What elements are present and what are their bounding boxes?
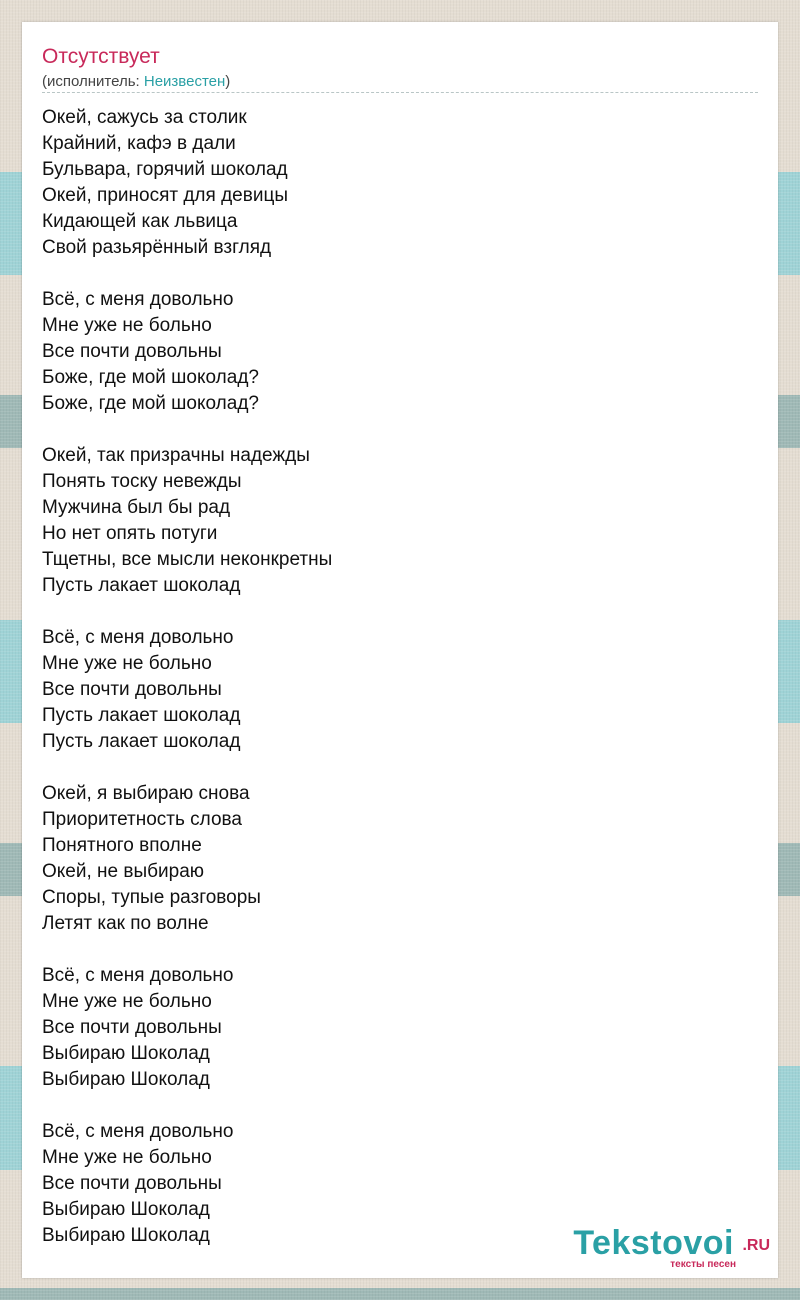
stanza-gap (42, 1093, 332, 1119)
lyric-line: Пусть лакает шоколад (42, 575, 241, 596)
logo-tagline: тексты песен (670, 1259, 736, 1270)
lyric-line: Мне уже не больно (42, 315, 212, 336)
stanza-gap (42, 261, 332, 287)
stanza-gap (42, 937, 332, 963)
lyric-line: Боже, где мой шоколад? (42, 367, 259, 388)
artist-prefix: (исполнитель: (42, 73, 144, 90)
lyric-line: Всё, с меня довольно (42, 1121, 234, 1142)
lyric-line: Выбираю Шоколад (42, 1225, 210, 1246)
lyric-line: Свой разьярённый взгляд (42, 237, 272, 258)
lyric-line: Мне уже не больно (42, 991, 212, 1012)
artist-name-link[interactable]: Неизвестен (143, 73, 226, 90)
lyric-line: Летят как по волне (42, 913, 209, 934)
site-logo[interactable] (560, 1224, 770, 1270)
lyric-line: Мне уже не больно (42, 1147, 212, 1168)
lyric-line: Всё, с меня довольно (42, 965, 234, 986)
stanza-gap (42, 599, 332, 625)
lyric-line: Пусть лакает шоколад (42, 705, 241, 726)
lyric-line: Выбираю Шоколад (42, 1069, 210, 1090)
lyric-line: Все почти довольны (42, 1017, 222, 1038)
lyric-line: Тщетны, все мысли неконкретны (42, 549, 333, 570)
lyrics-text (42, 105, 332, 1249)
lyric-line: Пусть лакает шоколад (42, 731, 241, 752)
lyric-line: Все почти довольны (42, 341, 222, 362)
lyric-line: Всё, с меня довольно (42, 627, 234, 648)
lyric-line: Крайний, кафэ в дали (42, 133, 236, 154)
lyric-line: Окей, я выбираю снова (42, 783, 250, 804)
lyric-line: Окей, приносят для девицы (42, 185, 288, 206)
stanza-gap (42, 417, 332, 443)
lyric-line: Споры, тупые разговоры (42, 887, 261, 908)
lyric-line: Мне уже не больно (42, 653, 212, 674)
lyric-line: Окей, не выбираю (42, 861, 205, 882)
lyric-line: Мужчина был бы рад (42, 497, 231, 518)
lyric-line: Все почти довольны (42, 679, 222, 700)
lyric-line: Окей, так призрачны надежды (42, 445, 310, 466)
lyric-line: Кидающей как львица (42, 211, 238, 232)
lyric-line: Бульвара, горячий шоколад (42, 159, 288, 180)
stanza-gap (42, 755, 332, 781)
lyric-line: Выбираю Шоколад (42, 1199, 210, 1220)
song-title: Отсутствует (42, 45, 160, 68)
lyric-line: Все почти довольны (42, 1173, 222, 1194)
logo-domain: .RU (742, 1237, 770, 1254)
logo-wordmark: Tekstovoi (573, 1224, 734, 1262)
lyric-line: Боже, где мой шоколад? (42, 393, 259, 414)
lyric-line: Приоритетность слова (42, 809, 242, 830)
title-divider (42, 92, 758, 93)
lyric-line: Понять тоску невежды (42, 471, 242, 492)
artist-suffix: ) (225, 73, 231, 90)
lyric-line: Окей, сажусь за столик (42, 107, 247, 128)
lyric-line: Но нет опять потуги (42, 523, 218, 544)
lyric-line: Всё, с меня довольно (42, 289, 234, 310)
lyrics-card (22, 22, 778, 1278)
lyric-line: Понятного вполне (42, 835, 202, 856)
lyric-line: Выбираю Шоколад (42, 1043, 210, 1064)
artist-line (42, 73, 230, 91)
